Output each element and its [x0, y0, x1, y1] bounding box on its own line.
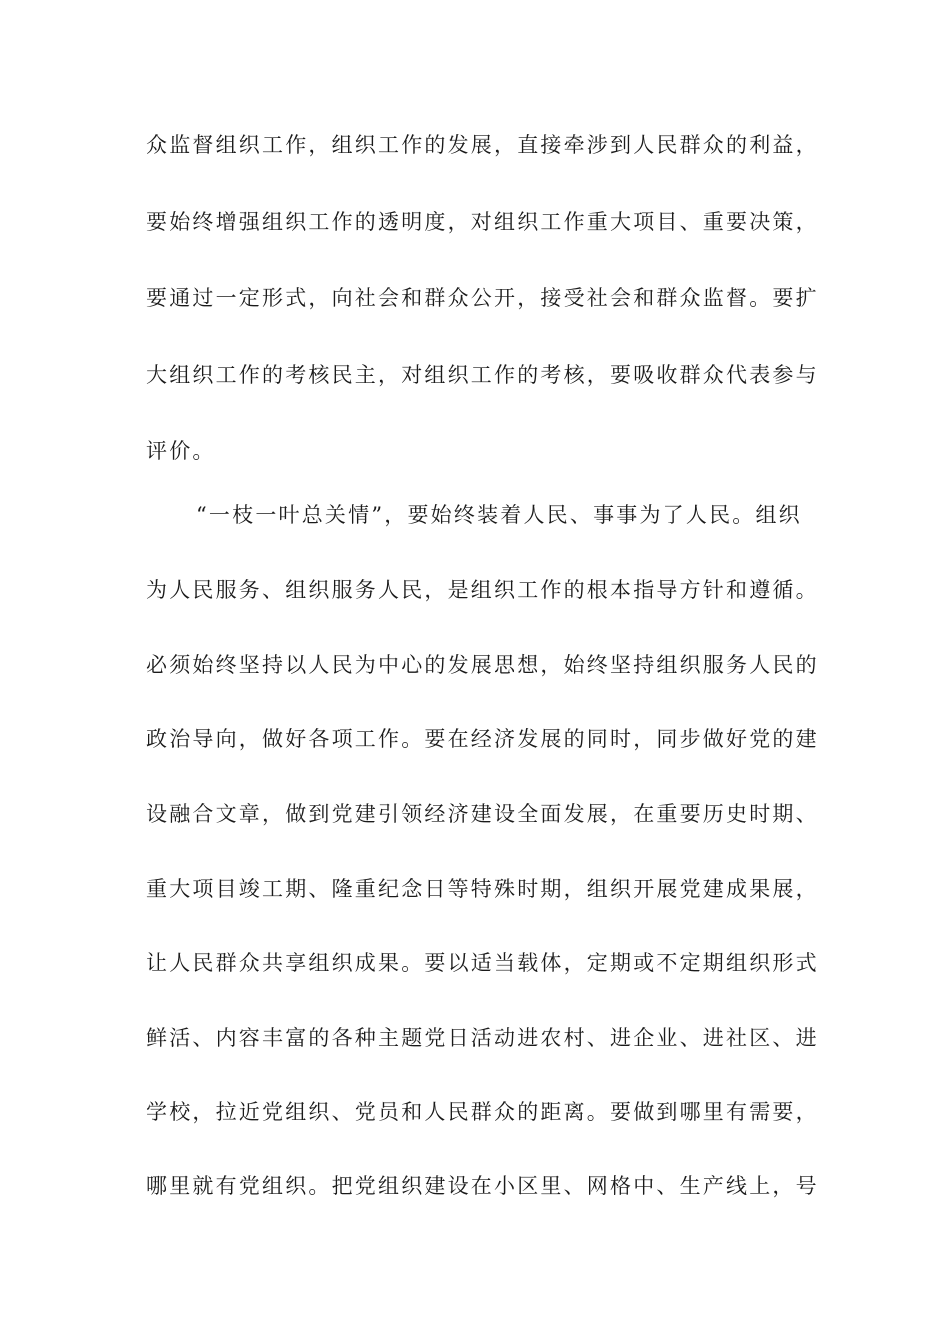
text-line: 哪里就有党组织。把党组织建设在小区里、网格中、生产线上，号 — [146, 1174, 819, 1198]
text-line: 设融合文章，做到党建引领经济建设全面发展，在重要历史时期、 — [146, 802, 819, 826]
text-line: 大组织工作的考核民主，对组织工作的考核，要吸收群众代表参与 — [146, 363, 819, 387]
text-line: 必须始终坚持以人民为中心的发展思想，始终坚持组织服务人民的 — [146, 653, 819, 677]
text-line: 要始终增强组织工作的透明度，对组织工作重大项目、重要决策， — [146, 210, 819, 234]
text-line: 让人民群众共享组织成果。要以适当载体，定期或不定期组织形式 — [146, 951, 819, 975]
text-line: 评价。 — [146, 439, 216, 463]
text-line: 重大项目竣工期、隆重纪念日等特殊时期，组织开展党建成果展， — [146, 877, 819, 901]
paragraph-start-line: “一枝一叶总关情”，要始终装着人民、事事为了人民。组织 — [196, 503, 802, 527]
text-line: 要通过一定形式，向社会和群众公开，接受社会和群众监督。要扩 — [146, 286, 819, 310]
text-line: 学校，拉近党组织、党员和人民群众的距离。要做到哪里有需要， — [146, 1100, 819, 1124]
text-line: 众监督组织工作，组织工作的发展，直接牵涉到人民群众的利益， — [146, 133, 819, 157]
text-line: 鲜活、内容丰富的各种主题党日活动进农村、进企业、进社区、进 — [146, 1026, 819, 1050]
text-line: 政治导向，做好各项工作。要在经济发展的同时，同步做好党的建 — [146, 727, 819, 751]
text-line: 为人民服务、组织服务人民，是组织工作的根本指导方针和遵循。 — [146, 578, 819, 602]
